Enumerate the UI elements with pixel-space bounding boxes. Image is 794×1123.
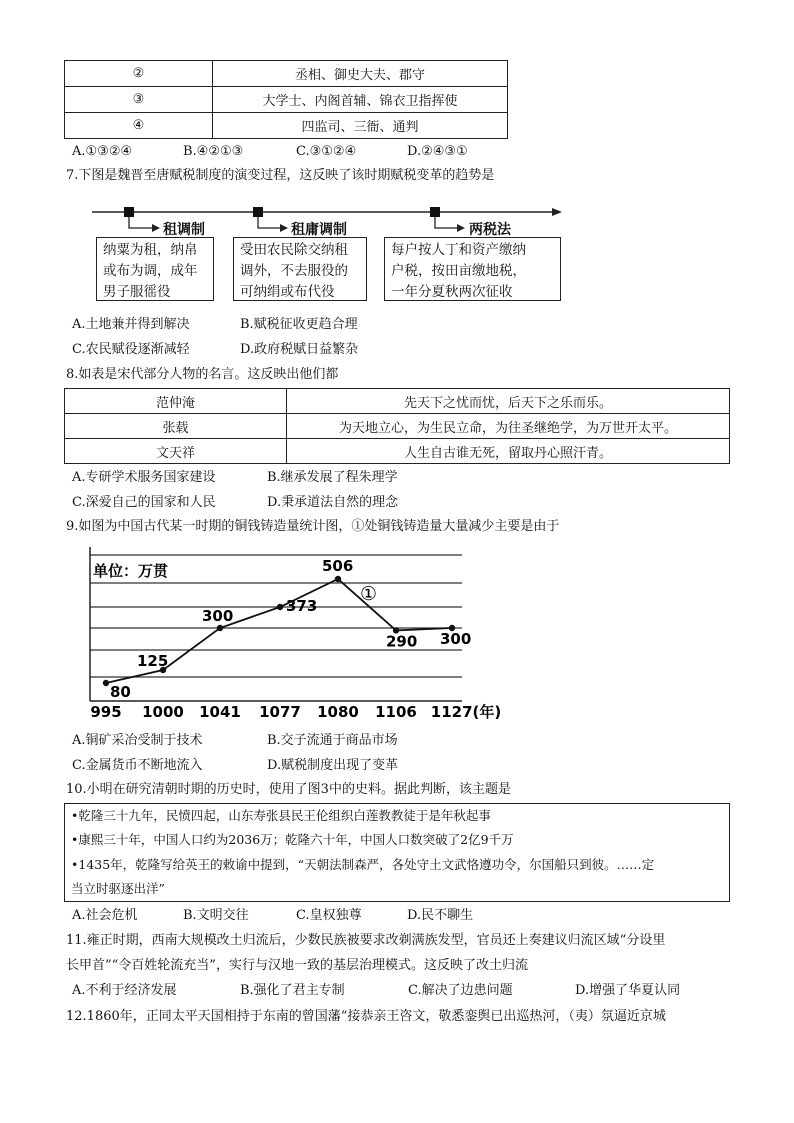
timeline-label-1: 租调制 [163, 222, 205, 238]
q6-row-num: ② [65, 61, 213, 87]
source-line-2: •康熙三十年，中国人口约为2036万；乾隆六十年，中国人口数突破了2亿9千万 [71, 832, 514, 847]
q9-stem: 9.如图为中国古代某一时期的铜钱铸造量统计图，①处铜钱铸造量大量减少主要是由于 [66, 519, 560, 534]
q11-option-b: B.强化了君主专制 [240, 983, 345, 998]
q6-row-num: ④ [65, 113, 213, 139]
desc-line: 可纳绢或布代役 [240, 284, 335, 300]
q7-option-b: B.赋税征收更趋合理 [240, 317, 358, 332]
q6-row-text: 丞相、御史大夫、郡守 [213, 61, 508, 87]
source-line-1: •乾隆三十九年，民愤四起，山东寿张县民王伦组织白莲教教徒于是年秋起事 [71, 808, 491, 823]
q11-option-c: C.解决了边患问题 [408, 983, 513, 998]
chart-annotation: ① [360, 583, 378, 605]
q10-option-a: A.社会危机 [72, 908, 138, 923]
desc-line: 男子服徭役 [103, 284, 171, 300]
data-label: 300 [440, 630, 472, 648]
desc-line: 户税，按田亩缴地税， [391, 263, 526, 279]
q10-stem: 10.小明在研究清朝时期的历史时，使用了图3中的史料。据此判断，该主题是 [66, 782, 511, 797]
q9-option-a: A.铜矿采冶受制于技术 [72, 733, 203, 748]
data-label: 125 [137, 652, 169, 670]
data-label: 373 [286, 597, 318, 615]
q11-line-1: 11.雍正时期，西南大规模改土归流后，少数民族被要求改剃满族发型，官员还上奏建议归流区域“分设里 [66, 933, 666, 948]
x-tick-label: 1041 [199, 703, 241, 721]
data-point [335, 576, 341, 582]
q6-row-text: 四监司、三衙、通判 [213, 113, 508, 139]
q9-option-b: B.交子流通于商品市场 [267, 733, 398, 748]
timeline-label-3: 两税法 [469, 222, 511, 238]
q8-option-b: B.继承发展了程朱理学 [267, 470, 398, 485]
source-line-4: 当立时驱逐出洋” [71, 881, 165, 896]
q10-option-d: D.民不聊生 [407, 908, 474, 923]
q8-quote-cell: 人生自古谁无死，留取丹心照汗青。 [287, 439, 730, 464]
x-tick-label: 1000 [142, 703, 184, 721]
x-tick-label: 995 [90, 703, 122, 721]
data-label: 506 [322, 557, 354, 575]
data-point [217, 625, 223, 631]
q6-option-b: B.④②①③ [183, 144, 244, 159]
q11-option-d: D.增强了华夏认同 [575, 983, 681, 998]
q8-stem: 8.如表是宋代部分人物的名言。这反映出他们都 [66, 367, 339, 382]
q8-quote-cell: 先天下之忧而忧，后天下之乐而乐。 [287, 389, 730, 414]
q8-quote-cell: 为天地立心，为生民立命，为往圣继绝学，为万世开太平。 [287, 414, 730, 439]
q8-option-a: A.专研学术服务国家建设 [72, 470, 216, 485]
q10-option-b: B.文明交往 [183, 908, 249, 923]
x-tick-label: 1106 [375, 703, 417, 721]
q8-name-cell: 张载 [65, 414, 287, 439]
desc-line: 一年分夏秋两次征收 [391, 284, 513, 300]
q7-option-d: D.政府税赋日益繁杂 [240, 342, 359, 357]
q7-option-c: C.农民赋役逐渐减轻 [72, 342, 190, 357]
chart-title: 单位：万贯 [93, 562, 169, 580]
q7-option-a: A.土地兼并得到解决 [72, 317, 190, 332]
q6-row-text: 大学士、内阁首辅、锦衣卫指挥使 [213, 87, 508, 113]
source-line-3: •1435年，乾隆写给英王的敕谕中提到，“天朝法制森严，各处守土文武恪遵功令，尔国船只到彼。……定 [71, 857, 655, 872]
x-tick-label: 1080 [317, 703, 359, 721]
q6-option-d: D.②④③① [407, 144, 468, 159]
desc-line: 每户按人丁和资产缴纳 [391, 242, 526, 258]
data-label: 300 [202, 607, 234, 625]
q10-option-c: C.皇权独尊 [296, 908, 362, 923]
x-tick-label: 1077 [259, 703, 301, 721]
data-label: 80 [110, 683, 131, 701]
x-tick-label: 1127(年) [430, 703, 502, 721]
q8-option-c: C.深爱自己的国家和人民 [72, 495, 216, 510]
q9-option-d: D.赋税制度出现了变革 [267, 758, 399, 773]
desc-line: 或布为调，成年 [103, 263, 198, 279]
q9-option-c: C.金属货币不断地流入 [72, 758, 203, 773]
q6-option-a: A.①③②④ [72, 144, 133, 159]
q7-stem: 7.下图是魏晋至唐赋税制度的演变过程，这反映了该时期赋税变革的趋势是 [66, 168, 495, 183]
desc-line: 受田农民除交纳租 [240, 242, 348, 258]
q6-row-num: ③ [65, 87, 213, 113]
data-point [103, 680, 109, 686]
data-label: 290 [386, 632, 418, 651]
q8-name-cell: 文天祥 [65, 439, 287, 464]
data-point [277, 604, 283, 610]
timeline-label-2: 租庸调制 [291, 222, 347, 238]
q11-line-2: 长甲首”“令百姓轮流充当”，实行与汉地一致的基层治理模式。这反映了改土归流 [66, 958, 528, 973]
q8-name-cell: 范仲淹 [65, 389, 287, 414]
q6-option-c: C.③①②④ [296, 144, 357, 159]
q11-option-a: A.不利于经济发展 [72, 983, 177, 998]
q8-option-d: D.秉承道法自然的理念 [267, 495, 399, 510]
q12-line-1: 12.1860年，正同太平天国相持于东南的曾国藩“接恭亲王咨文，敬悉銮舆已出巡热河，（夷）氛逼近京城 [66, 1009, 666, 1024]
q10-source-box [64, 803, 730, 902]
desc-line: 纳粟为租，纳帛 [103, 242, 198, 258]
desc-line: 调外，不去服役的 [240, 263, 348, 279]
